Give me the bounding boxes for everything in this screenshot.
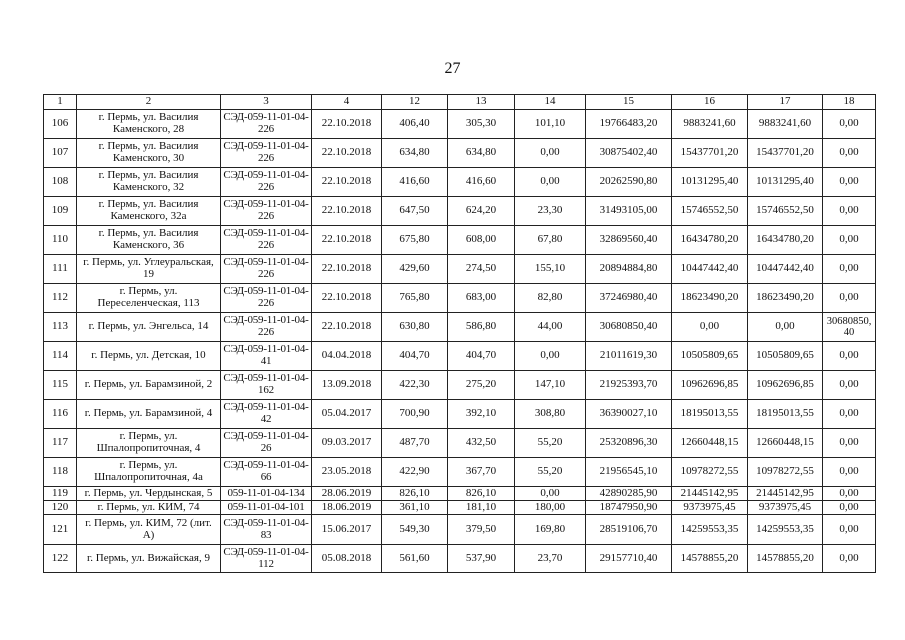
- document-number-cell: СЭД-059-11-01-04-112: [221, 545, 312, 573]
- document-number-cell: СЭД-059-11-01-04-66: [221, 458, 312, 487]
- address-cell: г. Пермь, ул. Углеуральская, 19: [77, 255, 221, 284]
- value-cell: 406,40: [382, 110, 448, 139]
- value-cell: 0,00: [823, 284, 876, 313]
- value-cell: 15437701,20: [748, 139, 823, 168]
- value-cell: 0,00: [823, 429, 876, 458]
- value-cell: 15437701,20: [672, 139, 748, 168]
- value-cell: 15746552,50: [672, 197, 748, 226]
- value-cell: 18747950,90: [586, 501, 672, 515]
- row-number: 116: [44, 400, 77, 429]
- value-cell: 180,00: [515, 501, 586, 515]
- value-cell: 18623490,20: [748, 284, 823, 313]
- value-cell: 361,10: [382, 501, 448, 515]
- row-number: 115: [44, 371, 77, 400]
- row-number: 111: [44, 255, 77, 284]
- value-cell: 537,90: [448, 545, 515, 573]
- value-cell: 675,80: [382, 226, 448, 255]
- value-cell: 379,50: [448, 515, 515, 545]
- value-cell: 25320896,30: [586, 429, 672, 458]
- value-cell: 30875402,40: [586, 139, 672, 168]
- row-number: 121: [44, 515, 77, 545]
- value-cell: 9883241,60: [672, 110, 748, 139]
- table-row: [44, 458, 876, 487]
- value-cell: 630,80: [382, 313, 448, 342]
- address-cell: г. Пермь, ул. Энгельса, 14: [77, 313, 221, 342]
- value-cell: 55,20: [515, 429, 586, 458]
- value-cell: 392,10: [448, 400, 515, 429]
- row-number: 118: [44, 458, 77, 487]
- value-cell: 28519106,70: [586, 515, 672, 545]
- value-cell: 23,30: [515, 197, 586, 226]
- address-cell: г. Пермь, ул. Вижайская, 9: [77, 545, 221, 573]
- value-cell: 18195013,55: [672, 400, 748, 429]
- table-row: [44, 226, 876, 255]
- date-cell: 22.10.2018: [312, 110, 382, 139]
- value-cell: 10447442,40: [748, 255, 823, 284]
- value-cell: 683,00: [448, 284, 515, 313]
- value-cell: 308,80: [515, 400, 586, 429]
- value-cell: 0,00: [823, 371, 876, 400]
- document-number-cell: 059-11-01-04-134: [221, 487, 312, 501]
- column-header: 15: [586, 95, 672, 110]
- value-cell: 422,30: [382, 371, 448, 400]
- row-number: 109: [44, 197, 77, 226]
- value-cell: 21956545,10: [586, 458, 672, 487]
- table-body: [44, 110, 876, 573]
- value-cell: 30680850,40: [823, 313, 876, 342]
- value-cell: 634,80: [382, 139, 448, 168]
- value-cell: 561,60: [382, 545, 448, 573]
- value-cell: 700,90: [382, 400, 448, 429]
- value-cell: 12660448,15: [672, 429, 748, 458]
- document-number-cell: СЭД-059-11-01-04-226: [221, 226, 312, 255]
- value-cell: 10978272,55: [748, 458, 823, 487]
- table-row: [44, 371, 876, 400]
- value-cell: 10962696,85: [748, 371, 823, 400]
- value-cell: 404,70: [448, 342, 515, 371]
- date-cell: 22.10.2018: [312, 226, 382, 255]
- address-cell: г. Пермь, ул. Василия Каменского, 36: [77, 226, 221, 255]
- column-header: 1: [44, 95, 77, 110]
- value-cell: 23,70: [515, 545, 586, 573]
- value-cell: 30680850,40: [586, 313, 672, 342]
- value-cell: 20894884,80: [586, 255, 672, 284]
- table-row: [44, 429, 876, 458]
- value-cell: 416,60: [448, 168, 515, 197]
- value-cell: 32869560,40: [586, 226, 672, 255]
- value-cell: 18623490,20: [672, 284, 748, 313]
- column-header: 3: [221, 95, 312, 110]
- value-cell: 10447442,40: [672, 255, 748, 284]
- value-cell: 0,00: [823, 515, 876, 545]
- row-number: 114: [44, 342, 77, 371]
- row-number: 117: [44, 429, 77, 458]
- value-cell: 42890285,90: [586, 487, 672, 501]
- column-header: 12: [382, 95, 448, 110]
- value-cell: 101,10: [515, 110, 586, 139]
- table-row: [44, 255, 876, 284]
- row-number: 106: [44, 110, 77, 139]
- value-cell: 0,00: [823, 168, 876, 197]
- table-row: [44, 197, 876, 226]
- value-cell: 14259553,35: [748, 515, 823, 545]
- value-cell: 549,30: [382, 515, 448, 545]
- table-row: [44, 139, 876, 168]
- address-cell: г. Пермь, ул. Василия Каменского, 32: [77, 168, 221, 197]
- document-number-cell: СЭД-059-11-01-04-226: [221, 139, 312, 168]
- column-header: 17: [748, 95, 823, 110]
- table-row: [44, 284, 876, 313]
- value-cell: 15746552,50: [748, 197, 823, 226]
- table-row: [44, 110, 876, 139]
- document-number-cell: СЭД-059-11-01-04-226: [221, 197, 312, 226]
- value-cell: 21011619,30: [586, 342, 672, 371]
- date-cell: 28.06.2019: [312, 487, 382, 501]
- table-row: [44, 400, 876, 429]
- address-cell: г. Пермь, ул. Переселенческая, 113: [77, 284, 221, 313]
- date-cell: 22.10.2018: [312, 197, 382, 226]
- column-header: 16: [672, 95, 748, 110]
- header-row: [44, 95, 876, 110]
- value-cell: 155,10: [515, 255, 586, 284]
- address-cell: г. Пермь, ул. Василия Каменского, 32а: [77, 197, 221, 226]
- value-cell: 624,20: [448, 197, 515, 226]
- address-cell: г. Пермь, ул. Барамзиной, 4: [77, 400, 221, 429]
- row-number: 107: [44, 139, 77, 168]
- value-cell: 82,80: [515, 284, 586, 313]
- row-number: 108: [44, 168, 77, 197]
- value-cell: 0,00: [823, 545, 876, 573]
- value-cell: 634,80: [448, 139, 515, 168]
- value-cell: 0,00: [515, 139, 586, 168]
- table-row: [44, 501, 876, 515]
- value-cell: 0,00: [823, 226, 876, 255]
- value-cell: 586,80: [448, 313, 515, 342]
- value-cell: 0,00: [823, 110, 876, 139]
- value-cell: 0,00: [823, 139, 876, 168]
- address-cell: г. Пермь, ул. КИМ, 72 (лит. А): [77, 515, 221, 545]
- date-cell: 18.06.2019: [312, 501, 382, 515]
- value-cell: 0,00: [515, 342, 586, 371]
- value-cell: 432,50: [448, 429, 515, 458]
- column-header: 14: [515, 95, 586, 110]
- value-cell: 36390027,10: [586, 400, 672, 429]
- value-cell: 10505809,65: [672, 342, 748, 371]
- value-cell: 12660448,15: [748, 429, 823, 458]
- value-cell: 422,90: [382, 458, 448, 487]
- value-cell: 10505809,65: [748, 342, 823, 371]
- date-cell: 22.10.2018: [312, 313, 382, 342]
- address-cell: г. Пермь, ул. КИМ, 74: [77, 501, 221, 515]
- value-cell: 10131295,40: [672, 168, 748, 197]
- value-cell: 10962696,85: [672, 371, 748, 400]
- value-cell: 0,00: [748, 313, 823, 342]
- table-row: [44, 487, 876, 501]
- value-cell: 367,70: [448, 458, 515, 487]
- value-cell: 0,00: [672, 313, 748, 342]
- date-cell: 13.09.2018: [312, 371, 382, 400]
- table-row: [44, 313, 876, 342]
- value-cell: 16434780,20: [748, 226, 823, 255]
- value-cell: 0,00: [823, 487, 876, 501]
- value-cell: 9373975,45: [672, 501, 748, 515]
- page-number: 27: [444, 60, 461, 77]
- row-number: 113: [44, 313, 77, 342]
- value-cell: 404,70: [382, 342, 448, 371]
- value-cell: 21445142,95: [748, 487, 823, 501]
- table-row: [44, 515, 876, 545]
- value-cell: 0,00: [823, 400, 876, 429]
- value-cell: 21445142,95: [672, 487, 748, 501]
- row-number: 120: [44, 501, 77, 515]
- value-cell: 14578855,20: [672, 545, 748, 573]
- date-cell: 05.04.2017: [312, 400, 382, 429]
- row-number: 119: [44, 487, 77, 501]
- date-cell: 05.08.2018: [312, 545, 382, 573]
- document-number-cell: СЭД-059-11-01-04-41: [221, 342, 312, 371]
- value-cell: 0,00: [515, 487, 586, 501]
- document-number-cell: 059-11-01-04-101: [221, 501, 312, 515]
- document-number-cell: СЭД-059-11-01-04-226: [221, 255, 312, 284]
- address-cell: г. Пермь, ул. Барамзиной, 2: [77, 371, 221, 400]
- value-cell: 55,20: [515, 458, 586, 487]
- value-cell: 826,10: [448, 487, 515, 501]
- address-cell: г. Пермь, ул. Василия Каменского, 28: [77, 110, 221, 139]
- value-cell: 274,50: [448, 255, 515, 284]
- date-cell: 15.06.2017: [312, 515, 382, 545]
- document-number-cell: СЭД-059-11-01-04-226: [221, 284, 312, 313]
- value-cell: 0,00: [823, 342, 876, 371]
- table-row: [44, 545, 876, 573]
- value-cell: 16434780,20: [672, 226, 748, 255]
- value-cell: 429,60: [382, 255, 448, 284]
- date-cell: 22.10.2018: [312, 139, 382, 168]
- column-header: 18: [823, 95, 876, 110]
- document-number-cell: СЭД-059-11-01-04-26: [221, 429, 312, 458]
- value-cell: 765,80: [382, 284, 448, 313]
- value-cell: 275,20: [448, 371, 515, 400]
- value-cell: 31493105,00: [586, 197, 672, 226]
- value-cell: 9883241,60: [748, 110, 823, 139]
- column-header: 13: [448, 95, 515, 110]
- value-cell: 305,30: [448, 110, 515, 139]
- date-cell: 22.10.2018: [312, 284, 382, 313]
- value-cell: 21925393,70: [586, 371, 672, 400]
- row-number: 112: [44, 284, 77, 313]
- row-number: 110: [44, 226, 77, 255]
- value-cell: 0,00: [823, 501, 876, 515]
- table-row: [44, 168, 876, 197]
- value-cell: 14259553,35: [672, 515, 748, 545]
- address-cell: г. Пермь, ул. Чердынская, 5: [77, 487, 221, 501]
- value-cell: 0,00: [515, 168, 586, 197]
- address-cell: г. Пермь, ул. Шпалопропиточная, 4: [77, 429, 221, 458]
- value-cell: 67,80: [515, 226, 586, 255]
- document-number-cell: СЭД-059-11-01-04-83: [221, 515, 312, 545]
- value-cell: 0,00: [823, 255, 876, 284]
- value-cell: 10978272,55: [672, 458, 748, 487]
- value-cell: 18195013,55: [748, 400, 823, 429]
- address-cell: г. Пермь, ул. Детская, 10: [77, 342, 221, 371]
- document-number-cell: СЭД-059-11-01-04-226: [221, 110, 312, 139]
- date-cell: 04.04.2018: [312, 342, 382, 371]
- value-cell: 14578855,20: [748, 545, 823, 573]
- value-cell: 37246980,40: [586, 284, 672, 313]
- date-cell: 22.10.2018: [312, 168, 382, 197]
- value-cell: 44,00: [515, 313, 586, 342]
- date-cell: 09.03.2017: [312, 429, 382, 458]
- row-number: 122: [44, 545, 77, 573]
- value-cell: 9373975,45: [748, 501, 823, 515]
- value-cell: 147,10: [515, 371, 586, 400]
- column-header: 2: [77, 95, 221, 110]
- document-number-cell: СЭД-059-11-01-04-162: [221, 371, 312, 400]
- document-number-cell: СЭД-059-11-01-04-226: [221, 313, 312, 342]
- value-cell: 487,70: [382, 429, 448, 458]
- value-cell: 0,00: [823, 197, 876, 226]
- value-cell: 0,00: [823, 458, 876, 487]
- register-table: [43, 94, 876, 573]
- value-cell: 181,10: [448, 501, 515, 515]
- value-cell: 20262590,80: [586, 168, 672, 197]
- value-cell: 10131295,40: [748, 168, 823, 197]
- value-cell: 19766483,20: [586, 110, 672, 139]
- column-header: 4: [312, 95, 382, 110]
- value-cell: 647,50: [382, 197, 448, 226]
- value-cell: 29157710,40: [586, 545, 672, 573]
- value-cell: 169,80: [515, 515, 586, 545]
- address-cell: г. Пермь, ул. Шпалопропиточная, 4а: [77, 458, 221, 487]
- table-row: [44, 342, 876, 371]
- document-number-cell: СЭД-059-11-01-04-226: [221, 168, 312, 197]
- value-cell: 826,10: [382, 487, 448, 501]
- date-cell: 22.10.2018: [312, 255, 382, 284]
- address-cell: г. Пермь, ул. Василия Каменского, 30: [77, 139, 221, 168]
- value-cell: 416,60: [382, 168, 448, 197]
- value-cell: 608,00: [448, 226, 515, 255]
- document-number-cell: СЭД-059-11-01-04-42: [221, 400, 312, 429]
- date-cell: 23.05.2018: [312, 458, 382, 487]
